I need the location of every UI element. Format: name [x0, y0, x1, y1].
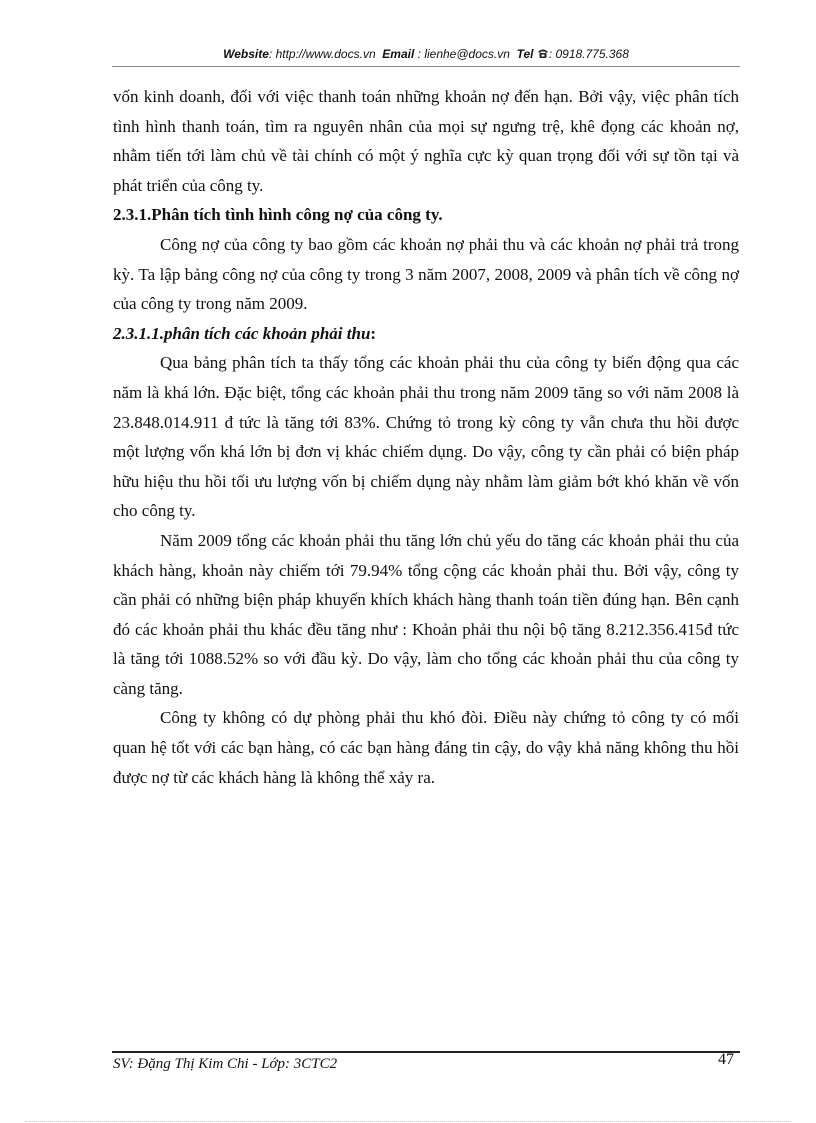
footer-author: SV: Đặng Thị Kim Chi - Lớp: 3CTC2: [113, 1056, 338, 1072]
subsection-heading: 2.3.1.1.phân tích các khoản phải thu: [113, 323, 371, 343]
footer-divider: [112, 1051, 740, 1053]
website-value: : http://www.docs.vn: [268, 47, 376, 61]
paragraph-2: Công nợ của công ty bao gồm các khoản nợ phải thu và các khoản nợ phải trả trong kỳ. Ta lập bảng công nợ của công ty trong 3 năm 2007, 2008, 2009 và phân tích về công nợ của công ty trong năm 2009.: [113, 234, 739, 314]
header-divider: [112, 66, 740, 67]
paragraph-4: Năm 2009 tổng các khoản phải thu tăng lớn chủ yếu do tăng các khoản phải thu của khách hàng, khoản này chiếm tới 79.94% tổng cộng các khoản phải thu. Bởi vậy, công ty cần phải có những biện pháp khuyến khích khách hàng thanh toán tiền đúng hạn. Bên cạnh đó các khoản phải thu khác đều tăng như : Khoản phải thu nội bộ tăng 8.212.356.415đ tức là tăng tới 1088.52% so với đầu kỳ. Do vậy, làm cho tổng các khoản phải thu của công ty càng tăng.: [113, 530, 739, 698]
phone-icon: [537, 48, 549, 62]
document-body: [113, 82, 739, 792]
section-heading: 2.3.1.Phân tích tình hình công nợ của công ty.: [113, 205, 443, 225]
tel-value: : 0918.775.368: [548, 47, 629, 61]
subsection-heading-line: [113, 319, 739, 349]
email-label: Email: [382, 47, 415, 61]
website-label: Website: [223, 47, 269, 61]
page-edge-divider: [25, 1121, 791, 1122]
paragraph-3: Qua bảng phân tích ta thấy tổng các khoản phải thu của công ty biến động qua các năm là khá lớn. Đặc biệt, tổng các khoản phải thu trong năm 2009 tăng so với năm 2008 là 23.848.014.911 đ tức là tăng tới 83%. Chứng tỏ trong kỳ công ty vẫn chưa thu hồi được một lượng vốn khá lớn bị đơn vị khác chiếm dụng. Do vậy, công ty cần phải có biện pháp hữu hiệu thu hồi tối ưu lượng vốn bị chiếm dụng này nhằm làm giảm bớt khó khăn về vốn cho công ty.: [113, 353, 739, 521]
paragraph-5: Công ty không có dự phòng phải thu khó đòi. Điều này chứng tỏ công ty có mối quan hệ tốt với các bạn hàng, có các bạn hàng đáng tin cậy, do vậy khả năng không thu hồi được nợ từ các khách hàng là không thể xảy ra.: [113, 708, 739, 787]
page-number: 47: [718, 1051, 734, 1068]
tel-label: Tel: [516, 47, 534, 61]
page-header: [112, 47, 740, 62]
paragraph-1: vốn kinh doanh, đối với việc thanh toán những khoản nợ đến hạn. Bởi vậy, việc phân tích tình hình thanh toán, tìm ra nguyên nhân của mọi sự ngưng trệ, khê đọng các khoản nợ, nhằm tiến tới làm chủ về tài chính có một ý nghĩa cực kỳ quan trọng đối với sự tồn tại và phát triển của công ty.: [113, 87, 739, 195]
subsection-heading-colon: :: [370, 323, 377, 343]
email-value: : lienhe@docs.vn: [417, 47, 510, 61]
